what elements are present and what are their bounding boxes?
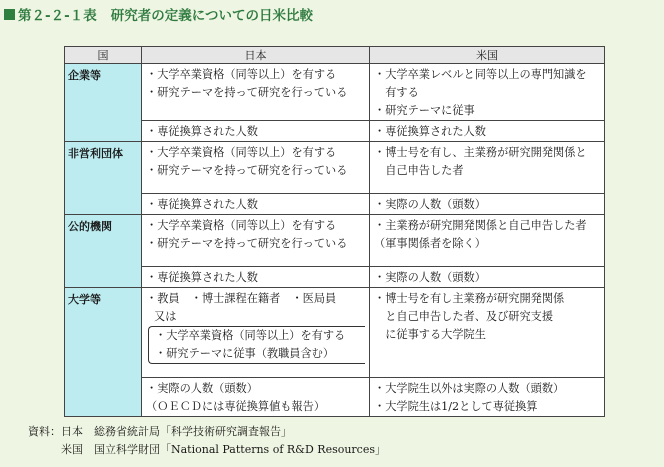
us-definition bbox=[370, 64, 605, 121]
title-square-icon bbox=[4, 9, 15, 20]
us-line: ・博士号を有し、主業務が研究開発関係と bbox=[374, 146, 587, 159]
jp-line: ・研究テーマを持って研究を行っている bbox=[146, 164, 348, 177]
jp-line: ・研究テーマに従事（教職員含む） bbox=[155, 347, 335, 360]
jp-definition bbox=[142, 288, 370, 378]
us-line: ・主業務が研究開発関係と自己申告した者 bbox=[374, 219, 587, 232]
table-caption: 研究者の定義についての日米比較 bbox=[110, 8, 313, 24]
jp-bracket-group bbox=[148, 326, 365, 364]
table-row bbox=[65, 378, 605, 417]
org-label: 企業等 bbox=[65, 64, 142, 142]
us-count bbox=[370, 194, 605, 215]
source-line: 米国 国立科学財団「National Patterns of R&D Resources」 bbox=[28, 443, 386, 456]
jp-line: ・研究テーマを持って研究を行っている bbox=[146, 237, 348, 250]
table-row bbox=[65, 267, 605, 288]
source-line: 資料：日本 総務省統計局「科学技術研究調査報告」 bbox=[28, 425, 292, 438]
header-usa: 米国 bbox=[370, 47, 605, 64]
jp-definition bbox=[142, 215, 370, 267]
jp-count bbox=[142, 267, 370, 288]
us-line: 有する bbox=[374, 86, 419, 99]
table-row bbox=[65, 64, 605, 121]
jp-count-text: （ＯＥＣＤには専従換算値も報告） bbox=[146, 400, 326, 413]
jp-line: ・大学卒業資格（同等以上）を有する bbox=[146, 146, 337, 159]
jp-line: ・大学卒業資格（同等以上）を有する bbox=[146, 219, 337, 232]
table-row bbox=[65, 142, 605, 194]
us-line: ・研究テーマに従事 bbox=[374, 104, 475, 117]
table-row bbox=[65, 121, 605, 142]
jp-count-text: ・専従換算された人数 bbox=[146, 198, 258, 211]
jp-count bbox=[142, 378, 370, 417]
source-note bbox=[28, 423, 386, 459]
table-row bbox=[65, 194, 605, 215]
jp-line: ・研究テーマを持って研究を行っている bbox=[146, 86, 348, 99]
jp-count-text: ・実際の人数（頭数） bbox=[146, 382, 258, 395]
header-country: 国 bbox=[65, 47, 142, 64]
us-line: 自己申告した者 bbox=[374, 164, 464, 177]
header-japan: 日本 bbox=[142, 47, 370, 64]
us-definition bbox=[370, 142, 605, 194]
jp-line: 又は bbox=[154, 310, 177, 323]
org-label: 大学等 bbox=[65, 288, 142, 417]
comparison-table bbox=[64, 46, 605, 417]
us-count bbox=[370, 378, 605, 417]
header-row bbox=[65, 47, 605, 64]
jp-line: ・大学卒業資格（同等以上）を有する bbox=[146, 68, 337, 81]
table-title bbox=[4, 4, 313, 24]
jp-definition bbox=[142, 64, 370, 121]
jp-line: ・大学卒業資格（同等以上）を有する bbox=[155, 329, 346, 342]
us-count bbox=[370, 121, 605, 142]
jp-definition bbox=[142, 142, 370, 194]
table-number: 第２-２-１表 bbox=[18, 8, 97, 24]
us-line: ・大学卒業レベルと同等以上の専門知識を bbox=[374, 68, 587, 81]
us-count-text: ・大学院生は1/2として専従換算 bbox=[374, 400, 538, 413]
jp-count-text: ・専従換算された人数 bbox=[146, 125, 258, 138]
us-count-text: ・実際の人数（頭数） bbox=[374, 198, 486, 211]
org-label: 非営利団体 bbox=[65, 142, 142, 215]
table-row bbox=[65, 215, 605, 267]
us-count-text: ・専従換算された人数 bbox=[374, 125, 486, 138]
us-count bbox=[370, 267, 605, 288]
jp-count bbox=[142, 121, 370, 142]
jp-count bbox=[142, 194, 370, 215]
us-definition bbox=[370, 215, 605, 267]
jp-count-text: ・専従換算された人数 bbox=[146, 271, 258, 284]
us-count-text: ・大学院生以外は実際の人数（頭数） bbox=[374, 382, 565, 395]
us-line: に従事する大学院生 bbox=[374, 328, 486, 341]
us-count-text: ・実際の人数（頭数） bbox=[374, 271, 486, 284]
us-line: ・博士号を有し主業務が研究開発関係 bbox=[374, 292, 565, 305]
us-line: と自己申告した者、及び研究支援 bbox=[374, 310, 554, 323]
jp-line: ・教員 ・博士課程在籍者 ・医局員 bbox=[146, 292, 337, 305]
us-definition bbox=[370, 288, 605, 378]
table-row bbox=[65, 288, 605, 378]
org-label: 公的機関 bbox=[65, 215, 142, 288]
us-line: （軍事関係者を除く） bbox=[374, 237, 486, 250]
